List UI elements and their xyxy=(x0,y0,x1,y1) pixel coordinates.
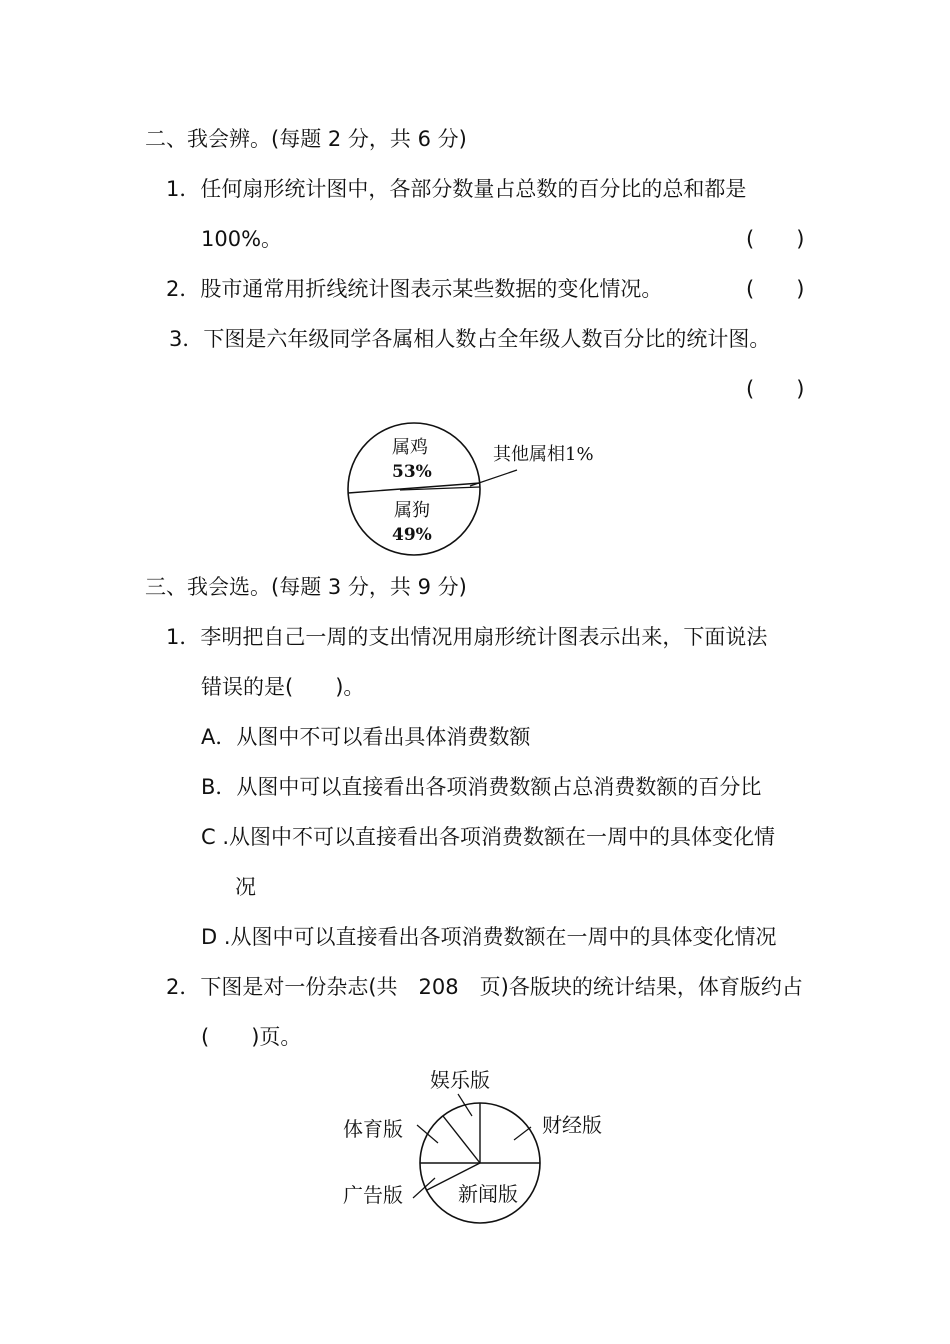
zodiac-value-dog: 49% xyxy=(392,525,432,545)
s2-q3: 3．下图是六年级同学各属相人数占全年级人数百分比的统计图。 xyxy=(169,327,771,351)
magazine-label-entertainment: 娱乐版 xyxy=(430,1068,490,1092)
s2-q1-line1: 1．任何扇形统计图中，各部分数量占总数的百分比的总和都是 xyxy=(166,177,747,201)
magazine-radius-upper-left xyxy=(443,1116,480,1163)
magazine-label-sports: 体育版 xyxy=(343,1117,403,1141)
s2-q2-answer-blank[interactable]: ( ) xyxy=(746,277,805,301)
zodiac-value-rooster: 53% xyxy=(392,462,432,482)
zodiac-label-other: 其他属相1% xyxy=(493,444,594,465)
s3-q1-line2: 错误的是( )。 xyxy=(201,675,365,699)
s2-q2: 2．股市通常用折线统计图表示某些数据的变化情况。 xyxy=(166,277,663,301)
s2-q1-line2: 100%。 xyxy=(201,227,283,251)
s3-q1-option-b[interactable]: B．从图中可以直接看出各项消费数额占总消费数额的百分比 xyxy=(201,775,762,799)
s3-q2-line1: 2．下图是对一份杂志(共 208 页)各版块的统计结果，体育版约占 xyxy=(166,975,803,999)
zodiac-label-dog: 属狗 xyxy=(394,500,430,521)
s2-q1-answer-blank[interactable]: ( ) xyxy=(746,227,805,251)
magazine-leader-sports xyxy=(417,1125,438,1143)
s2-q3-answer-blank[interactable]: ( ) xyxy=(746,377,805,401)
magazine-leader-entertainment xyxy=(458,1094,472,1116)
zodiac-label-rooster: 属鸡 xyxy=(392,437,428,458)
s3-q1-option-a[interactable]: A．从图中不可以看出具体消费数额 xyxy=(201,725,531,749)
s3-q1-option-c-line1[interactable]: C .从图中不可以直接看出各项消费数额在一周中的具体变化情 xyxy=(201,825,776,849)
magazine-label-finance: 财经版 xyxy=(542,1113,602,1137)
s3-q1-line1: 1．李明把自己一周的支出情况用扇形统计图表示出来，下面说法 xyxy=(166,625,768,649)
s3-q1-option-d[interactable]: D .从图中可以直接看出各项消费数额在一周中的具体变化情况 xyxy=(201,925,777,949)
magazine-label-ads: 广告版 xyxy=(343,1183,403,1207)
magazine-leader-finance xyxy=(514,1127,531,1140)
s3-q1-option-c-line2: 况 xyxy=(235,875,256,899)
section2-heading: 二、我会辨。(每题 2 分，共 6 分) xyxy=(145,127,467,151)
section3-heading: 三、我会选。(每题 3 分，共 9 分) xyxy=(145,575,467,599)
magazine-label-news: 新闻版 xyxy=(458,1182,518,1206)
s3-q2-line2: ( )页。 xyxy=(201,1025,302,1049)
